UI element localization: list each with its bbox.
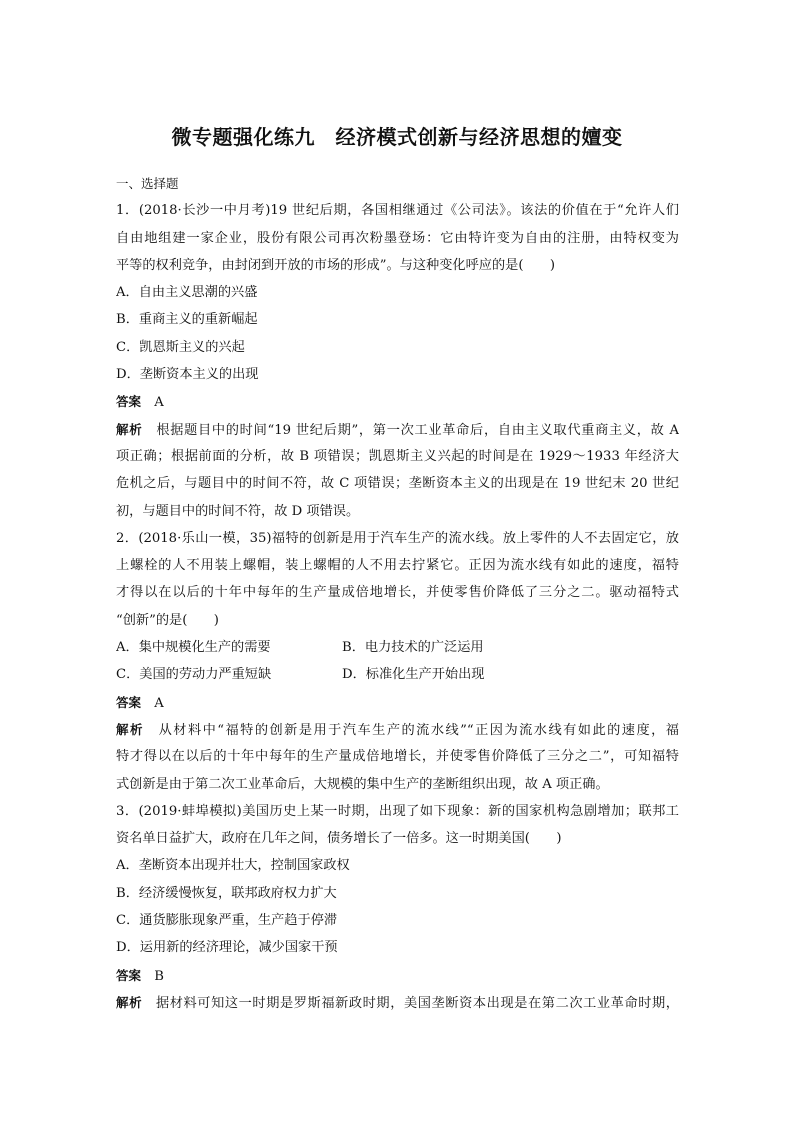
analysis-label: 解析: [116, 421, 143, 437]
answer-label: 答案: [116, 967, 142, 983]
option-a: A．集中规模化生产的需要: [116, 640, 271, 656]
question-text-line: 3．(2019·蚌埠模拟)美国历史上某一时期，出现了如下现象：新的国家机构急剧增加；联邦工: [116, 803, 679, 819]
option-d: D．运用新的经济理论，减少国家干预: [116, 940, 338, 956]
option-row: [116, 661, 679, 688]
analysis-line: 项正确；根据前面的分析，故 B 项错误；凯恩斯主义兴起的时间是在 1929～1933 年经济大: [116, 448, 679, 464]
answer-row: [116, 962, 679, 989]
option-d: D．垄断资本主义的出现: [116, 367, 259, 383]
question-text-line: 上螺栓的人不用装上螺帽，装上螺帽的人不用去拧紧它。正因为流水线有如此的速度，福特: [116, 558, 679, 574]
question-text-line: 平等的权利竞争，由封闭到开放的市场的形成”。与这种变化呼应的是( ): [116, 257, 556, 273]
option-row: [116, 634, 679, 661]
question-1: [116, 197, 679, 525]
question-3: [116, 798, 679, 1016]
option-a: A．垄断资本出现并壮大，控制国家政权: [116, 858, 350, 874]
option-b: B．经济缓慢恢复，联邦政府权力扩大: [116, 885, 337, 901]
analysis-line: 危机之后，与题目中的时间不符，故 C 项错误；垄断资本主义的出现是在 19 世纪末 20 世纪: [116, 476, 679, 492]
option-d: D．标准化生产开始出现: [342, 667, 485, 683]
question-2: [116, 525, 679, 798]
question-text-line: 1．(2018·长沙一中月考)19 世纪后期，各国相继通过《公司法》。该法的价值在于“允许人们: [116, 203, 679, 219]
analysis-line: 式创新是由于第二次工业革命后，大规模的集中生产的垄断组织出现，故 A 项正确。: [116, 776, 609, 792]
analysis-line: 初，与题目中的时间不符，故 D 项错误。: [116, 503, 360, 519]
document-body: [116, 170, 679, 1016]
analysis-text: 据材料可知这一时期是罗斯福新政时期，美国垄断资本出现是在第二次工业革命时期，: [155, 995, 679, 1011]
analysis-line: 特才得以在以后的十年中每年的生产量成倍地增长，并使零售价降低了三分之二”，可知福特: [116, 749, 679, 765]
option-b: B．重商主义的重新崛起: [116, 312, 258, 328]
question-text-line: 自由地组建一家企业，股份有限公司再次粉墨登场：它由特许变为自由的注册，由特权变为: [116, 230, 679, 246]
analysis-label: 解析: [116, 994, 143, 1010]
analysis-label: 解析: [116, 721, 144, 737]
option-a: A．自由主义思潮的兴盛: [116, 285, 258, 301]
section-heading: 一、选择题: [116, 176, 179, 191]
analysis-line: [116, 989, 679, 1016]
analysis-line: [116, 416, 679, 443]
answer-value: B: [154, 968, 164, 984]
analysis-text: 从材料中“福特的创新是用于汽车生产的流水线”“正因为流水线有如此的速度，福: [157, 722, 679, 738]
option-c: C．美国的劳动力严重短缺: [116, 667, 272, 683]
answer-value: A: [154, 395, 164, 411]
analysis-line: [116, 716, 679, 743]
answer-row: [116, 689, 679, 716]
question-text-line: “创新”的是( ): [116, 612, 219, 628]
analysis-text: 根据题目中的时间“19 世纪后期”，第一次工业革命后，自由主义取代重商主义，故 A: [155, 422, 679, 438]
answer-label: 答案: [116, 694, 142, 710]
option-c: C．凯恩斯主义的兴起: [116, 339, 245, 355]
question-text-line: 2．(2018·乐山一模，35)福特的创新是用于汽车生产的流水线。放上零件的人不去固定它，放: [116, 530, 679, 546]
question-text-line: 才得以在以后的十年中每年的生产量成倍地增长，并使零售价降低了三分之二。驱动福特式: [116, 585, 679, 601]
page-title: 微专题强化练九 经济模式创新与经济思想的嬗变: [171, 125, 623, 149]
answer-label: 答案: [116, 394, 142, 410]
option-b: B．电力技术的广泛运用: [342, 640, 484, 656]
answer-value: A: [154, 695, 164, 711]
answer-row: [116, 388, 679, 415]
question-text-line: 资名单日益扩大，政府在几年之间，债务增长了一倍多。这一时期美国( ): [116, 831, 562, 847]
option-c: C．通货膨胀现象严重，生产趋于停滞: [116, 913, 338, 929]
